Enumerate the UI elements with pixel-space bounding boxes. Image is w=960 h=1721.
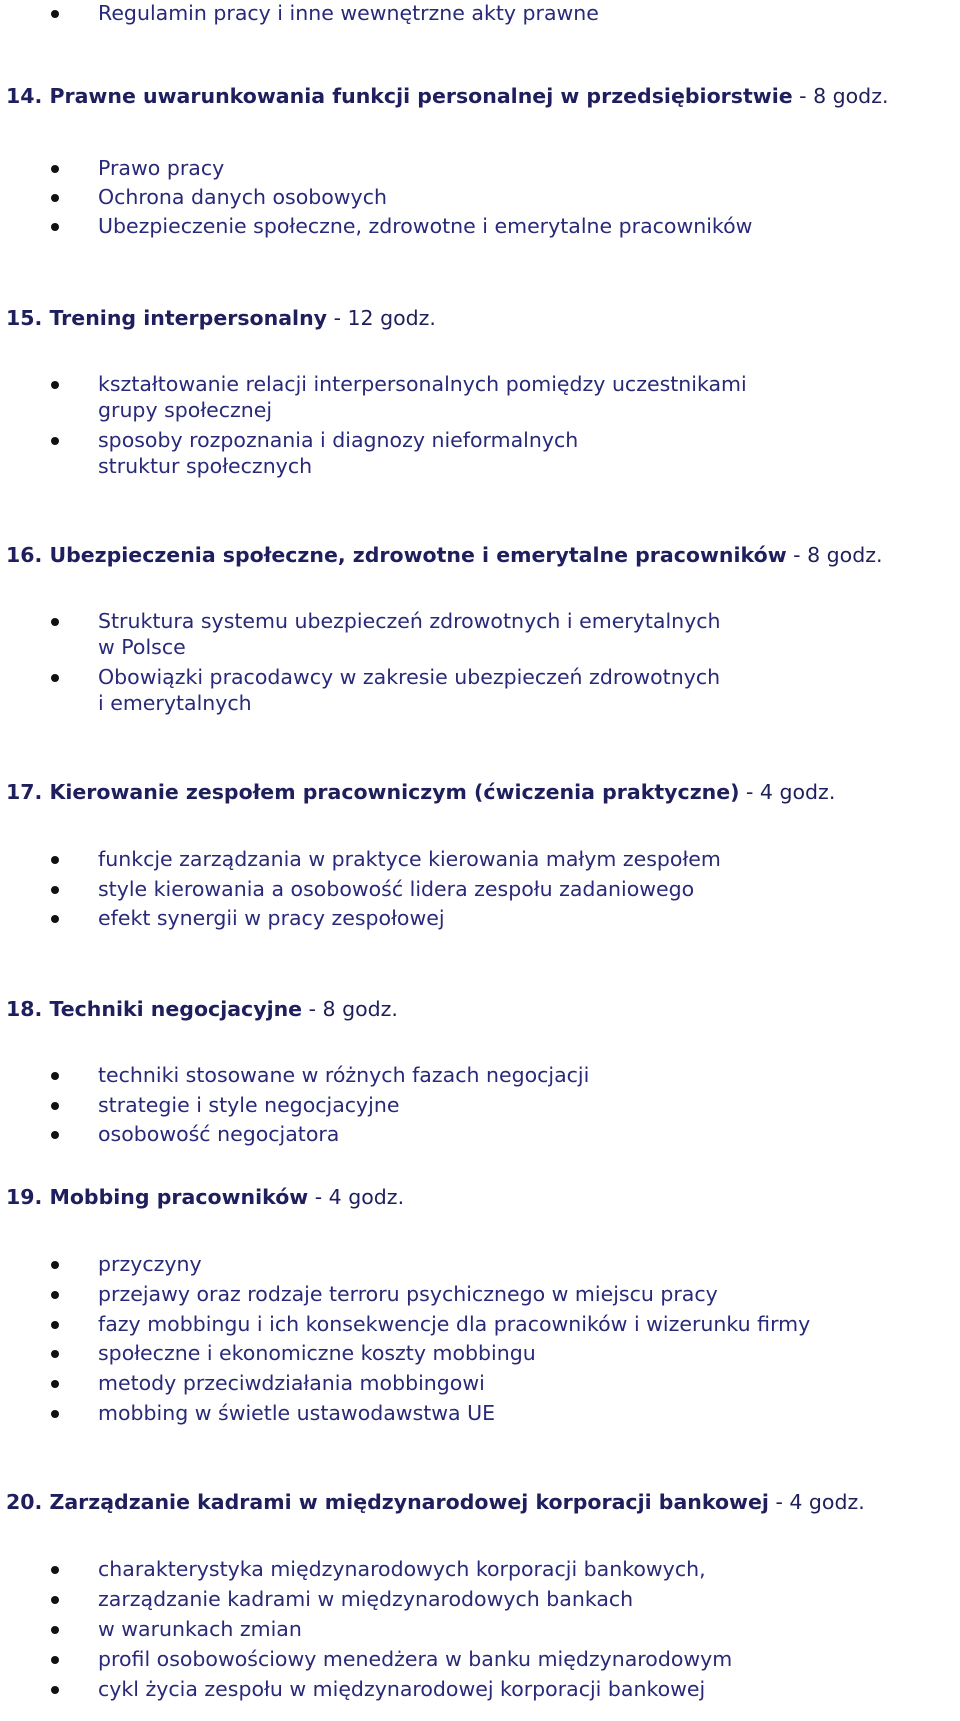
- section-number: 20.: [6, 1490, 50, 1514]
- section-title: Kierowanie zespołem pracowniczym (ćwiczenia praktyczne): [49, 780, 740, 804]
- list-item: strategie i style negocjacyjne: [98, 1093, 400, 1117]
- section-number: 14.: [6, 84, 50, 108]
- list-item: Prawo pracy: [98, 156, 225, 180]
- section-hours: - 4 godz.: [739, 780, 836, 804]
- bullet-icon: [51, 856, 59, 864]
- list-item: zarządzanie kadrami w międzynarodowych bankach: [98, 1587, 634, 1611]
- bullet-icon: [51, 1566, 59, 1574]
- bullet-icon: [51, 437, 59, 445]
- list-item: Struktura systemu ubezpieczeń zdrowotnych i emerytalnych: [98, 609, 721, 633]
- bullet-icon: [51, 886, 59, 894]
- bullet-icon: [51, 10, 59, 18]
- list-item: efekt synergii w pracy zespołowej: [98, 906, 445, 930]
- list-item: fazy mobbingu i ich konsekwencje dla pracowników i wizerunku firmy: [98, 1312, 811, 1336]
- bullet-icon: [51, 1131, 59, 1139]
- bullet-icon: [51, 165, 59, 173]
- list-item: profil osobowościowy menedżera w banku międzynarodowym: [98, 1647, 733, 1671]
- section-hours: - 4 godz.: [768, 1490, 865, 1514]
- section-heading: [6, 306, 436, 330]
- section-heading: [6, 780, 835, 804]
- bullet-icon: [51, 1321, 59, 1329]
- list-item: techniki stosowane w różnych fazach negocjacji: [98, 1063, 590, 1087]
- list-item: Obowiązki pracodawcy w zakresie ubezpieczeń zdrowotnych: [98, 665, 721, 689]
- list-item: Ubezpieczenie społeczne, zdrowotne i emerytalne pracowników: [98, 214, 753, 238]
- section-number: 19.: [6, 1185, 50, 1209]
- section-hours: - 8 godz.: [302, 997, 398, 1021]
- section-number: 15.: [6, 306, 50, 330]
- bullet-icon: [51, 381, 59, 389]
- bullet-icon: [51, 1350, 59, 1358]
- section-title: Mobbing pracowników: [49, 1185, 309, 1209]
- bullet-icon: [51, 618, 59, 626]
- list-item: cykl życia zespołu w międzynarodowej korporacji bankowej: [98, 1677, 706, 1701]
- list-item: style kierowania a osobowość lidera zespołu zadaniowego: [98, 877, 695, 901]
- bullet-icon: [51, 915, 59, 923]
- bullet-icon: [51, 674, 59, 682]
- list-item: grupy społecznej: [98, 398, 273, 422]
- section-title: Prawne uwarunkowania funkcji personalnej w przedsiębiorstwie: [49, 84, 793, 108]
- section-hours: - 8 godz.: [786, 543, 883, 567]
- section-heading: [6, 1490, 865, 1514]
- list-item: społeczne i ekonomiczne koszty mobbingu: [98, 1341, 536, 1365]
- bullet-icon: [51, 1291, 59, 1299]
- section-hours: - 12 godz.: [327, 306, 436, 330]
- list-item: i emerytalnych: [98, 691, 252, 715]
- list-item: Regulamin pracy i inne wewnętrzne akty prawne: [98, 1, 599, 25]
- list-item: przyczyny: [98, 1252, 202, 1276]
- section-heading: [6, 1185, 404, 1209]
- bullet-icon: [51, 194, 59, 202]
- bullet-icon: [51, 1261, 59, 1269]
- bullet-icon: [51, 1072, 59, 1080]
- bullet-icon: [51, 223, 59, 231]
- list-item: w Polsce: [98, 635, 186, 659]
- bullet-icon: [51, 1656, 59, 1664]
- section-number: 18.: [6, 997, 50, 1021]
- bullet-icon: [51, 1102, 59, 1110]
- section-heading: [6, 543, 883, 567]
- section-hours: - 4 godz.: [308, 1185, 405, 1209]
- list-item: Ochrona danych osobowych: [98, 185, 387, 209]
- section-title: Trening interpersonalny: [49, 306, 328, 330]
- list-item: mobbing w świetle ustawodawstwa UE: [98, 1401, 496, 1425]
- section-number: 17.: [6, 780, 50, 804]
- list-item: kształtowanie relacji interpersonalnych pomiędzy uczestnikami: [98, 372, 747, 396]
- section-heading: [6, 84, 888, 108]
- list-item: charakterystyka międzynarodowych korporacji bankowych,: [98, 1557, 706, 1581]
- bullet-icon: [51, 1596, 59, 1604]
- section-heading: [6, 997, 398, 1021]
- list-item: sposoby rozpoznania i diagnozy nieformalnych: [98, 428, 579, 452]
- section-title: Ubezpieczenia społeczne, zdrowotne i emerytalne pracowników: [49, 543, 787, 567]
- section-hours: - 8 godz.: [792, 84, 889, 108]
- list-item: w warunkach zmian: [98, 1617, 302, 1641]
- list-item: metody przeciwdziałania mobbingowi: [98, 1371, 485, 1395]
- bullet-icon: [51, 1626, 59, 1634]
- list-item: struktur społecznych: [98, 454, 313, 478]
- list-item: osobowość negocjatora: [98, 1122, 340, 1146]
- section-title: Techniki negocjacyjne: [49, 997, 303, 1021]
- bullet-icon: [51, 1380, 59, 1388]
- list-item: przejawy oraz rodzaje terroru psychicznego w miejscu pracy: [98, 1282, 718, 1306]
- bullet-icon: [51, 1410, 59, 1418]
- section-title: Zarządzanie kadrami w międzynarodowej korporacji bankowej: [49, 1490, 769, 1514]
- bullet-icon: [51, 1686, 59, 1694]
- list-item: funkcje zarządzania w praktyce kierowania małym zespołem: [98, 847, 721, 871]
- section-number: 16.: [6, 543, 50, 567]
